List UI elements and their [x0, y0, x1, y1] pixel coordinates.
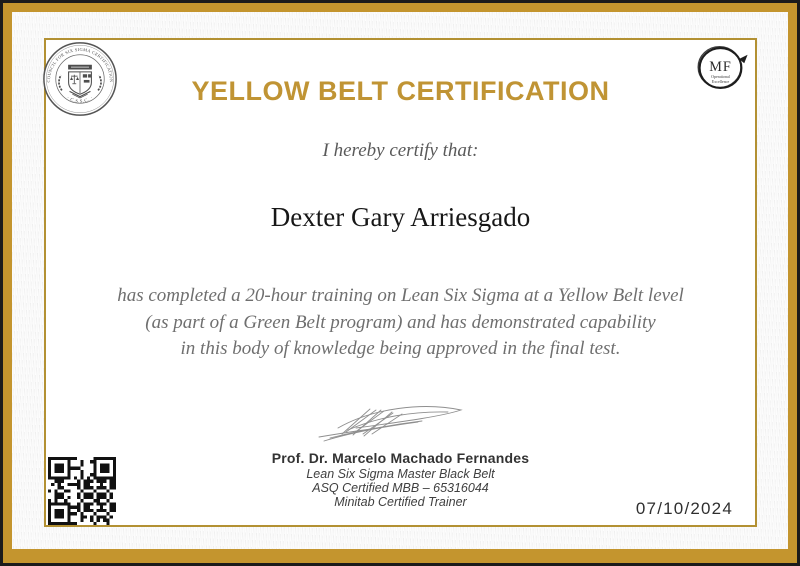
- signer-name: Prof. Dr. Marcelo Machado Fernandes: [271, 450, 530, 466]
- recipient-name: Dexter Gary Arriesgado: [270, 202, 531, 232]
- certificate-title: YELLOW BELT CERTIFICATION: [191, 76, 610, 106]
- body-line-1: has completed a 20-hour training on Lean Six Sigma at a Yellow Belt level: [117, 285, 684, 306]
- body-line-3: in this body of knowledge being approved in the final test.: [180, 338, 621, 359]
- mf-initials: MF: [709, 58, 732, 75]
- certify-line: I hereby certify that:: [322, 140, 479, 161]
- issue-date: 07/10/2024: [635, 499, 733, 518]
- body-line-2: (as part of a Green Belt program) and has demonstrated capability: [145, 311, 656, 333]
- qr-code: [48, 457, 116, 525]
- seal-bottom-text: · C.S.S.C. ·: [65, 95, 95, 105]
- signature-icon: [318, 401, 468, 443]
- certificate-body: [44, 283, 757, 363]
- mf-subtitle-line1: Operational: [711, 74, 730, 79]
- seal-arc-text: COUNCIL FOR SIX SIGMA CERTIFICATION: [46, 46, 114, 83]
- signer-credential-2: ASQ Certified MBB – 65316044: [312, 481, 489, 495]
- signer-credential-1: Lean Six Sigma Master Black Belt: [306, 467, 495, 481]
- mf-subtitle-line2: Excellence: [711, 78, 730, 84]
- signer-credential-3: Minitab Certified Trainer: [334, 495, 467, 509]
